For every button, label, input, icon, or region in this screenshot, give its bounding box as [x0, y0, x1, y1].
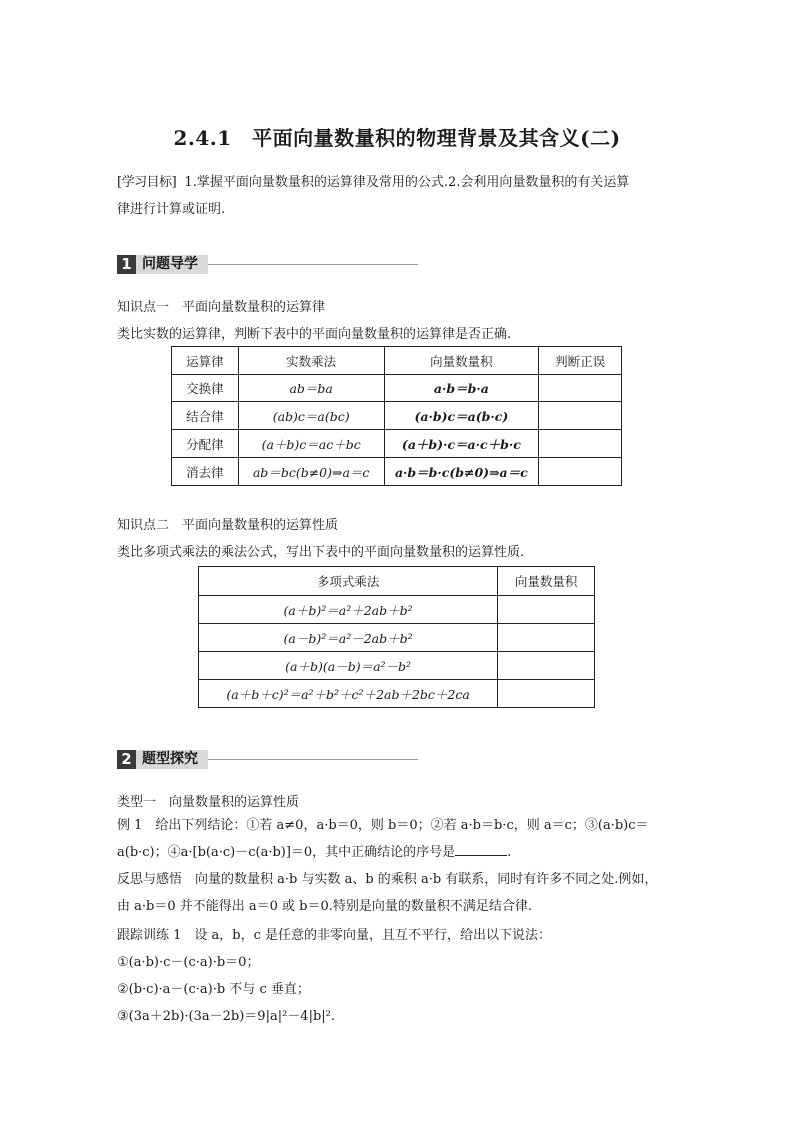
section-divider: [208, 264, 418, 265]
section-number: 1: [117, 255, 136, 274]
section-title: 问题导学: [136, 255, 208, 274]
table-cell-answer: [539, 430, 622, 458]
practice-item-2: ②(b·c)·a－(c·a)·b 不与 c 垂直；: [117, 982, 310, 997]
table-cell: (a＋b)²＝a²＋2ab＋b²: [199, 596, 498, 624]
table-cell: ab＝ba: [238, 375, 384, 402]
table-row: [172, 402, 622, 430]
table-cell-answer: [539, 375, 622, 402]
table-row: [172, 375, 622, 402]
table-row: [199, 624, 595, 652]
section-number: 2: [117, 750, 136, 769]
table-cell: (a－b)²＝a²－2ab＋b²: [199, 624, 498, 652]
table-cell: ab＝bc(b≠0)⇒a＝c: [238, 458, 384, 486]
table-cell: (a＋b＋c)²＝a²＋b²＋c²＋2ab＋2bc＋2ca: [199, 680, 498, 708]
table-cell-answer: [498, 680, 595, 708]
example-1-end: .: [507, 845, 512, 860]
table-header-row: [199, 567, 595, 596]
table-cell: (ab)c＝a(bc): [238, 402, 384, 430]
table-cell: 分配律: [172, 430, 239, 458]
table-header: 实数乘法: [238, 347, 384, 375]
practice-intro: 跟踪训练 1 设 a，b，c 是任意的非零向量，且互不平行，给出以下说法：: [117, 928, 552, 943]
table-row: [172, 430, 622, 458]
table-row: [172, 458, 622, 486]
knowledge-point-2-intro: 类比多项式乘法的乘法公式，写出下表中的平面向量数量积的运算性质.: [117, 545, 525, 560]
section-divider: [208, 759, 418, 760]
property-table: [198, 566, 595, 708]
table-header: 运算律: [172, 347, 239, 375]
table-cell-answer: [539, 458, 622, 486]
table-row: [199, 652, 595, 680]
example-1: [117, 812, 683, 866]
table-header: 判断正误: [539, 347, 622, 375]
goal-line-1: 1.掌握平面向量数量积的运算律及常用的公式.2.会利用向量数量积的有关运算: [184, 175, 630, 190]
goal-tag: [学习目标]: [117, 175, 177, 190]
knowledge-point-2-title: 知识点二 平面向量数量积的运算性质: [117, 518, 339, 533]
table-cell: (a＋b)·c＝a·c＋b·c: [384, 430, 539, 458]
practice-1: [117, 922, 683, 1030]
table-cell-answer: [498, 596, 595, 624]
table-header-row: [172, 347, 622, 375]
table-cell: (a＋b)c＝ac＋bc: [238, 430, 384, 458]
table-cell-answer: [498, 652, 595, 680]
table-cell: a·b＝b·a: [384, 375, 539, 402]
table-cell: a·b＝b·c(b≠0)⇒a＝c: [384, 458, 539, 486]
table-header: 向量数量积: [384, 347, 539, 375]
table-cell: 消去律: [172, 458, 239, 486]
knowledge-point-1-intro: 类比实数的运算律，判断下表中的平面向量数量积的运算律是否正确.: [117, 327, 512, 342]
table-row: [199, 680, 595, 708]
example-1-line-1: 例 1 给出下列结论：①若 a≠0，a·b＝0，则 b＝0；②若 a·b＝b·c，则 a＝c；③(a·b)c＝: [117, 818, 649, 833]
page-title: 2.4.1 平面向量数量积的物理背景及其含义(二): [173, 126, 621, 150]
table-cell: (a＋b)(a－b)＝a²－b²: [199, 652, 498, 680]
reflection: [117, 866, 683, 920]
table-cell-answer: [539, 402, 622, 430]
answer-blank[interactable]: [455, 843, 507, 856]
table-cell: 交换律: [172, 375, 239, 402]
section-title: 题型探究: [136, 750, 208, 769]
table-cell: (a·b)c＝a(b·c): [384, 402, 539, 430]
reflection-line-2: 由 a·b＝0 并不能得出 a＝0 或 b＝0.特别是向量的数量积不满足结合律.: [117, 899, 533, 914]
problem-type-1: 类型一 向量数量积的运算性质: [117, 795, 300, 810]
section-header-1: [117, 254, 418, 274]
knowledge-point-1-title: 知识点一 平面向量数量积的运算律: [117, 300, 326, 315]
goal-line-2: 律进行计算或证明.: [117, 202, 226, 217]
practice-item-1: ①(a·b)·c－(c·a)·b＝0；: [117, 955, 260, 970]
reflection-line-1: 反思与感悟 向量的数量积 a·b 与实数 a、b 的乘积 a·b 有联系，同时有许多不同之处.例如，: [117, 872, 658, 887]
section-header-2: [117, 749, 418, 769]
example-1-line-2: a(b·c)；④a·[b(a·c)－c(a·b)]＝0，其中正确结论的序号是: [117, 845, 456, 860]
table-row: [199, 596, 595, 624]
operation-law-table: [171, 346, 622, 486]
learning-goals: [117, 169, 687, 223]
table-header: 向量数量积: [498, 567, 595, 596]
table-cell-answer: [498, 624, 595, 652]
table-cell: 结合律: [172, 402, 239, 430]
practice-item-3: ③(3a＋2b)·(3a－2b)＝9|a|²－4|b|².: [117, 1009, 335, 1024]
table-header: 多项式乘法: [199, 567, 498, 596]
